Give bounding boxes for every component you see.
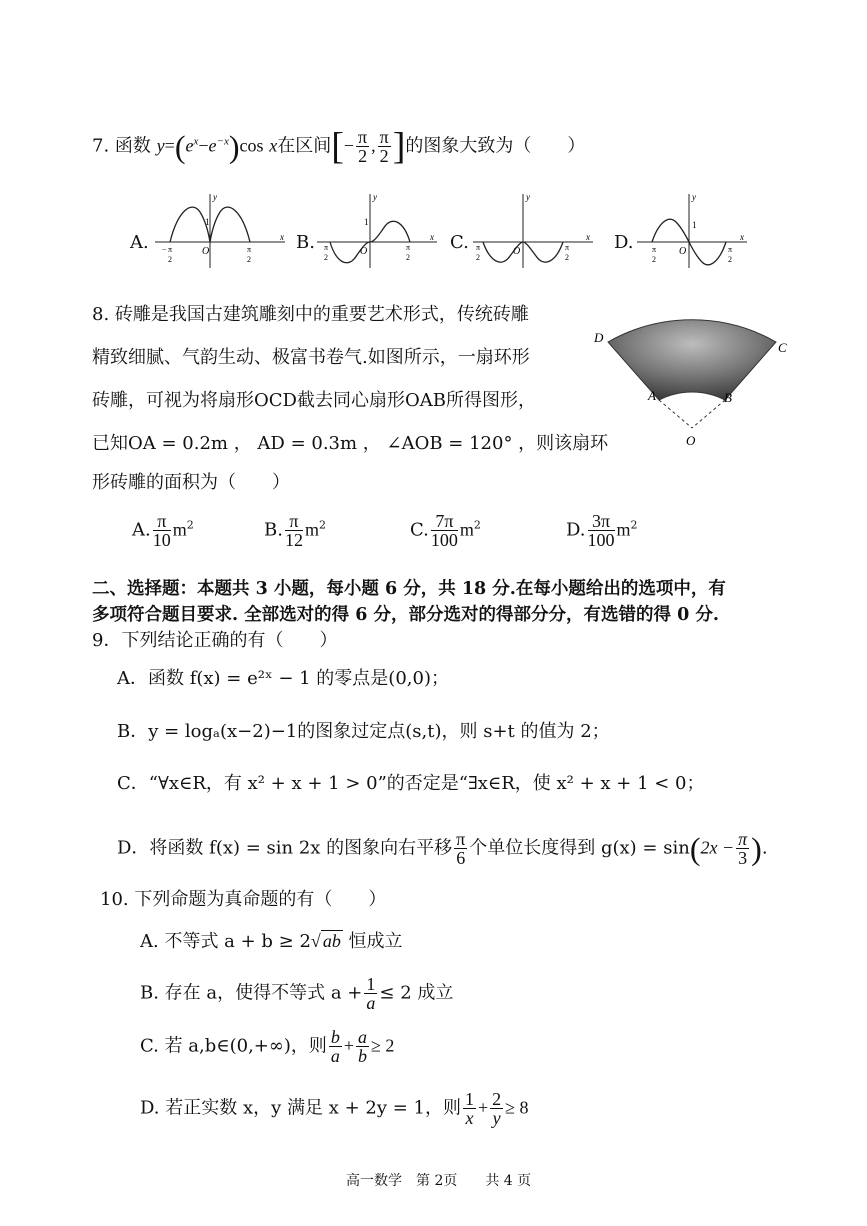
q10-b-den: a	[366, 993, 376, 1013]
q10-option-d	[140, 1090, 529, 1127]
q7-formula-x: x	[269, 135, 278, 156]
q9-d-end: .	[761, 837, 768, 859]
q8-option-d-label: D.	[566, 519, 586, 541]
q10-a-radical: √	[310, 931, 321, 951]
q8-option-a-label: A.	[132, 519, 151, 541]
q9-d-frac1	[454, 830, 467, 867]
q7-graph-d-pi-left: π	[652, 245, 657, 254]
q10-stem: 10. 下列命题为真命题的有（ ）	[100, 889, 387, 910]
q7-graph-d-one: 1	[692, 220, 697, 230]
q7-formula-e2-exp: −x	[216, 135, 229, 148]
q7-prefix: 函数	[114, 135, 151, 157]
q9-option-d	[117, 830, 768, 867]
q7-graph-c	[468, 190, 598, 270]
q10-option-b	[140, 975, 453, 1012]
q7-graph-b	[312, 190, 442, 270]
q7-graph-c-two-right: 2	[565, 253, 569, 262]
q9-d-num: π	[456, 829, 466, 849]
q7-formula-cos: cos	[239, 135, 264, 156]
q10-a-sqrt: ab	[322, 931, 341, 951]
q8-line-3: 砖雕，可视为将扇形OCD截去同心扇形OAB所得图形，	[92, 390, 536, 411]
q8-option-c-den: 100	[430, 530, 458, 550]
q10-c-den1: a	[330, 1046, 340, 1066]
q7-formula-e1: e	[185, 135, 194, 156]
q8-label-o: O	[686, 433, 696, 448]
q8-option-c-label: C.	[410, 519, 429, 541]
q10-d-den1: x	[465, 1108, 474, 1128]
q7-bracket-open: [	[331, 125, 344, 168]
q10-b-pre: B. 存在 a，使得不等式 a +	[140, 982, 363, 1004]
q9-d-paren-close: )	[751, 830, 762, 867]
q7-graph-c-two-left: 2	[476, 253, 480, 262]
q8-label-a: A	[648, 388, 656, 403]
q9-d-pre: D．将函数 f(x) = sin 2x 的图象向右平移	[117, 837, 453, 859]
q10-b-num: 1	[366, 974, 376, 994]
q8-line-1	[92, 304, 529, 326]
q8-label-d: D	[594, 330, 604, 345]
q8-option-a-exp: 2	[186, 518, 194, 532]
q9-d-frac2	[736, 830, 749, 867]
q8-option-a	[132, 512, 194, 549]
q9-d-mid: 个单位长度得到 g(x) = sin	[469, 837, 690, 859]
q7-formula-e1-exp: x	[193, 135, 199, 148]
q7-graph-b-y: y	[373, 192, 377, 202]
q8-option-a-den: 10	[152, 530, 171, 550]
q7-option-a-label: A.	[130, 232, 149, 253]
q8-option-a-num: π	[153, 512, 171, 531]
q8-option-a-unit: m	[172, 519, 187, 540]
q7-formula-y: y	[156, 135, 165, 156]
q10-d-pre: D. 若正实数 x，y 满足 x + 2y = 1，则	[140, 1097, 461, 1119]
q7-formula-eq: =	[164, 135, 175, 156]
q7-graph-a	[150, 190, 290, 270]
q7-graph-b-o: O	[360, 246, 368, 257]
q7-graph-d-pi-right: π	[728, 245, 733, 254]
q9-option-a: A．函数 f(x) = e²ˣ − 1 的零点是(0,0)；	[117, 668, 449, 689]
q7-interval-comma: ,	[371, 135, 376, 156]
q10-c-plus: +	[343, 1035, 355, 1056]
q7-graph-b-two-left: 2	[324, 253, 328, 262]
q7-suffix: 的图象大致为（ ）	[405, 135, 586, 157]
q7-graph-c-pi-left: π	[476, 243, 481, 252]
section2-line-1: 二、选择题：本题共 3 小题，每小题 6 分，共 18 分.在每小题给出的选项中，有	[92, 579, 726, 599]
q8-option-b-exp: 2	[318, 518, 326, 532]
q7-graph-a-two-left: 2	[168, 255, 172, 264]
q7-graph-d-two-left: 2	[652, 255, 656, 264]
q8-line-5: 形砖雕的面积为（ ）	[92, 472, 290, 493]
q9-option-b: B．y = logₐ(x−2)−1的图象过定点(s,t)，则 s+t 的值为 2；	[117, 721, 610, 742]
q10-c-den2: b	[358, 1046, 368, 1066]
q10-d-plus: +	[478, 1097, 489, 1118]
q8-option-b-unit: m	[304, 519, 319, 540]
q7-graph-d-o: O	[679, 246, 687, 257]
q8-option-d-unit: m	[616, 519, 631, 540]
q7-graph-a-pi-left: π	[168, 245, 173, 254]
q7-graph-a-y: y	[213, 192, 217, 202]
q8-option-c-num: 7π	[431, 512, 458, 531]
q8-option-c-frac	[431, 512, 458, 549]
q7-graph-b-x: x	[430, 232, 434, 242]
q9-d-den2: 3	[738, 848, 748, 868]
q7-interval-den2: 2	[379, 146, 389, 166]
q8-number: 8.	[92, 304, 110, 325]
q8-option-c	[410, 512, 481, 549]
q10-c-pre: C. 若 a,b∈(0,+∞)，则	[140, 1035, 327, 1057]
q8-option-d-exp: 2	[630, 518, 638, 532]
q10-d-den2: y	[492, 1108, 501, 1128]
q9-option-c: C．“∀x∈R，有 x² + x + 1 > 0”的否定是“∃x∈R，使 x² + x + 1 < 0；	[117, 773, 705, 794]
q7-option-c-label: C.	[450, 232, 469, 253]
q7-paren-open: (	[174, 128, 186, 165]
q10-d-frac1	[463, 1090, 476, 1127]
q8-option-d-frac	[588, 512, 615, 549]
q10-c-num1: b	[330, 1027, 340, 1047]
q8-option-b-frac	[285, 512, 303, 549]
q10-c-frac1	[329, 1028, 342, 1065]
q10-c-frac2	[356, 1028, 369, 1065]
q8-option-d-den: 100	[587, 530, 615, 550]
q8-option-b	[264, 512, 326, 549]
q9-d-paren-open: (	[689, 830, 701, 867]
section2-line-2: 多项符合题目要求. 全部选对的得 6 分，部分选对的得部分分，有选错的得 0 分.	[92, 605, 719, 625]
q10-a-post: 恒成立	[342, 931, 403, 952]
q7-graph-a-o: O	[202, 246, 210, 257]
q10-b-frac	[364, 975, 377, 1012]
q7-graph-a-x: x	[280, 232, 284, 242]
q7-graph-a-two-right: 2	[247, 255, 251, 264]
q8-option-b-den: 12	[284, 530, 303, 550]
q8-option-c-exp: 2	[473, 518, 481, 532]
q10-d-num2: 2	[492, 1089, 502, 1109]
q7-graph-b-pi-left: π	[324, 243, 329, 252]
q10-a-pre: A. 不等式 a + b ≥ 2	[140, 931, 311, 952]
q7-option-b-label: B.	[296, 232, 315, 253]
q7-interval-num1: π	[358, 127, 368, 147]
q8-option-b-label: B.	[264, 519, 283, 541]
q7-graph-b-pi-right: π	[406, 243, 411, 252]
q10-d-num1: 1	[465, 1089, 474, 1109]
q7-graph-b-two-right: 2	[406, 253, 410, 262]
q7-interval-frac2	[378, 128, 391, 165]
q7-stem	[92, 125, 586, 168]
q10-c-post: ≥ 2	[371, 1035, 395, 1056]
q10-option-c	[140, 1028, 394, 1065]
q7-graph-c-o: O	[513, 246, 521, 257]
q8-line-2: 精致细腻、气韵生动、极富书卷气.如图所示，一扇环形	[92, 347, 530, 368]
q7-number: 7.	[92, 135, 110, 157]
q7-option-d-label: D.	[614, 232, 634, 253]
q8-label-c: C	[778, 340, 787, 355]
q10-d-frac2	[490, 1090, 503, 1127]
q10-b-post: ≤ 2 成立	[379, 982, 454, 1004]
q7-interval-neg: −	[343, 135, 355, 156]
q8-option-d-num: 3π	[588, 512, 615, 531]
q9-d-inner: 2x −	[700, 837, 735, 858]
q9-stem: 9．下列结论正确的有（ ）	[92, 630, 338, 651]
q8-option-c-unit: m	[459, 519, 474, 540]
q7-formula-minus: −	[198, 135, 209, 156]
q7-graph-a-pi-right: π	[247, 245, 252, 254]
q8-figure-sector	[590, 300, 795, 450]
q7-interval-den1: 2	[358, 146, 368, 166]
q8-line-4: 已知OA = 0.2m ， AD = 0.3m ， ∠AOB = 120° ，则该扇环	[92, 433, 609, 454]
q10-c-num2: a	[358, 1027, 368, 1047]
q8-option-a-frac	[153, 512, 171, 549]
q7-graph-b-one: 1	[364, 217, 369, 227]
q7-graph-c-pi-right: π	[565, 243, 570, 252]
q9-d-num2: π	[738, 829, 748, 849]
q9-d-den: 6	[456, 848, 466, 868]
page-footer: 高一数学 第 2页 共 4 页	[346, 1173, 532, 1189]
q7-graph-d	[632, 190, 752, 270]
q7-graph-d-x: x	[740, 232, 744, 242]
q7-formula-e2: e	[208, 135, 217, 156]
q7-graph-c-y: y	[526, 192, 530, 202]
q7-bracket-close: ]	[392, 125, 406, 168]
q8-option-d	[566, 512, 638, 549]
q8-label-b: B	[724, 390, 732, 405]
q7-mid: 在区间	[277, 135, 332, 157]
q7-paren-close: )	[228, 128, 240, 165]
q7-graph-c-x: x	[586, 232, 590, 242]
q7-graph-a-neg: −	[162, 245, 167, 254]
q8-option-b-num: π	[285, 512, 303, 531]
q10-d-post: ≥ 8	[505, 1097, 529, 1118]
q8-text-line-1: 砖雕是我国古建筑雕刻中的重要艺术形式，传统砖雕	[114, 304, 529, 325]
q7-interval-frac1	[356, 128, 369, 165]
q7-graph-d-y: y	[692, 192, 696, 202]
q7-interval-num2: π	[379, 127, 389, 147]
q7-graph-a-one: 1	[205, 217, 210, 227]
q7-graph-d-two-right: 2	[728, 255, 732, 264]
q10-option-a	[140, 930, 403, 953]
